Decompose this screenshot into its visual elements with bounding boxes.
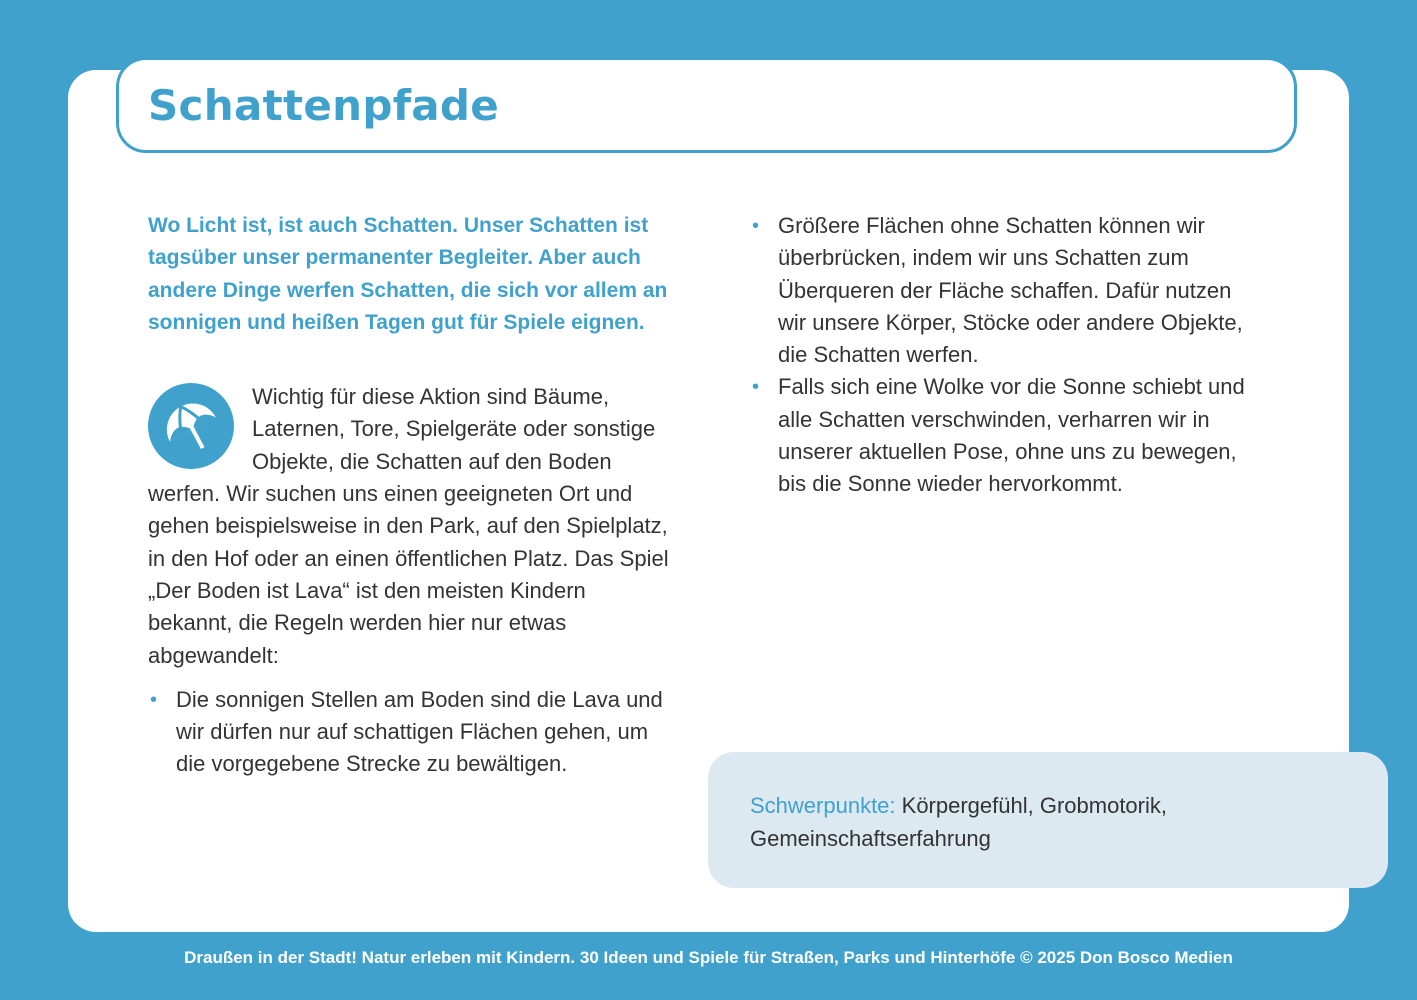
intro-text: Wo Licht ist, ist auch Schatten. Unser Schatten ist tagsüber unser permanenter Begleiter. Aber auch andere Dinge werfen Schatten, die sich vor allem an sonnigen und heißen Tagen gut für Spiele eignen. [148, 214, 668, 334]
focus-label: Schwerpunkte: [750, 793, 896, 818]
right-column [750, 210, 1250, 501]
beach-umbrella-icon [148, 383, 234, 469]
main-paragraph [148, 381, 670, 672]
right-bullet-list [750, 210, 1250, 501]
list-item: • Die sonnigen Stellen am Boden sind die Lava und wir dürfen nur auf schattigen Flächen gehen, um die vorgegebene Strecke zu bewältigen. [148, 684, 670, 781]
footer-credit: Draußen in der Stadt! Natur erleben mit Kindern. 30 Ideen und Spiele für Straßen, Parks und Hinterhöfe © 2025 Don Bosco Medien [184, 948, 1233, 967]
focus-values: Körpergefühl, Grobmotorik, Gemeinschaftserfahrung [750, 793, 1167, 851]
left-column [148, 210, 670, 781]
list-item: • Falls sich eine Wolke vor die Sonne schiebt und alle Schatten verschwinden, verharren wir in unserer aktuellen Pose, ohne uns zu bewegen, bis die Sonne wieder hervorkommt. [750, 371, 1250, 500]
focus-text [750, 789, 1310, 855]
list-item: • Größere Flächen ohne Schatten können wir überbrücken, indem wir uns Schatten zum Überqueren der Fläche schaffen. Dafür nutzen wir unsere Körper, Stöcke oder andere Objekte, die Schatten werfen. [750, 210, 1250, 371]
main-text: Wichtig für diese Aktion sind Bäume, Laternen, Tore, Spielgeräte oder sonstige Objekte, die Schatten auf den Boden werfen. Wir suchen uns einen geeigneten Ort und gehen beispielsweise in den Park, auf den Spielplatz, in den Hof oder an einen öffentlichen Platz. Das Spiel „Der Boden ist Lava“ ist den meisten Kindern bekannt, die Regeln werden hier nur etwas abgewandelt: [148, 384, 669, 668]
page-title: Schattenpfade [148, 81, 500, 130]
left-bullet-list [148, 684, 670, 781]
